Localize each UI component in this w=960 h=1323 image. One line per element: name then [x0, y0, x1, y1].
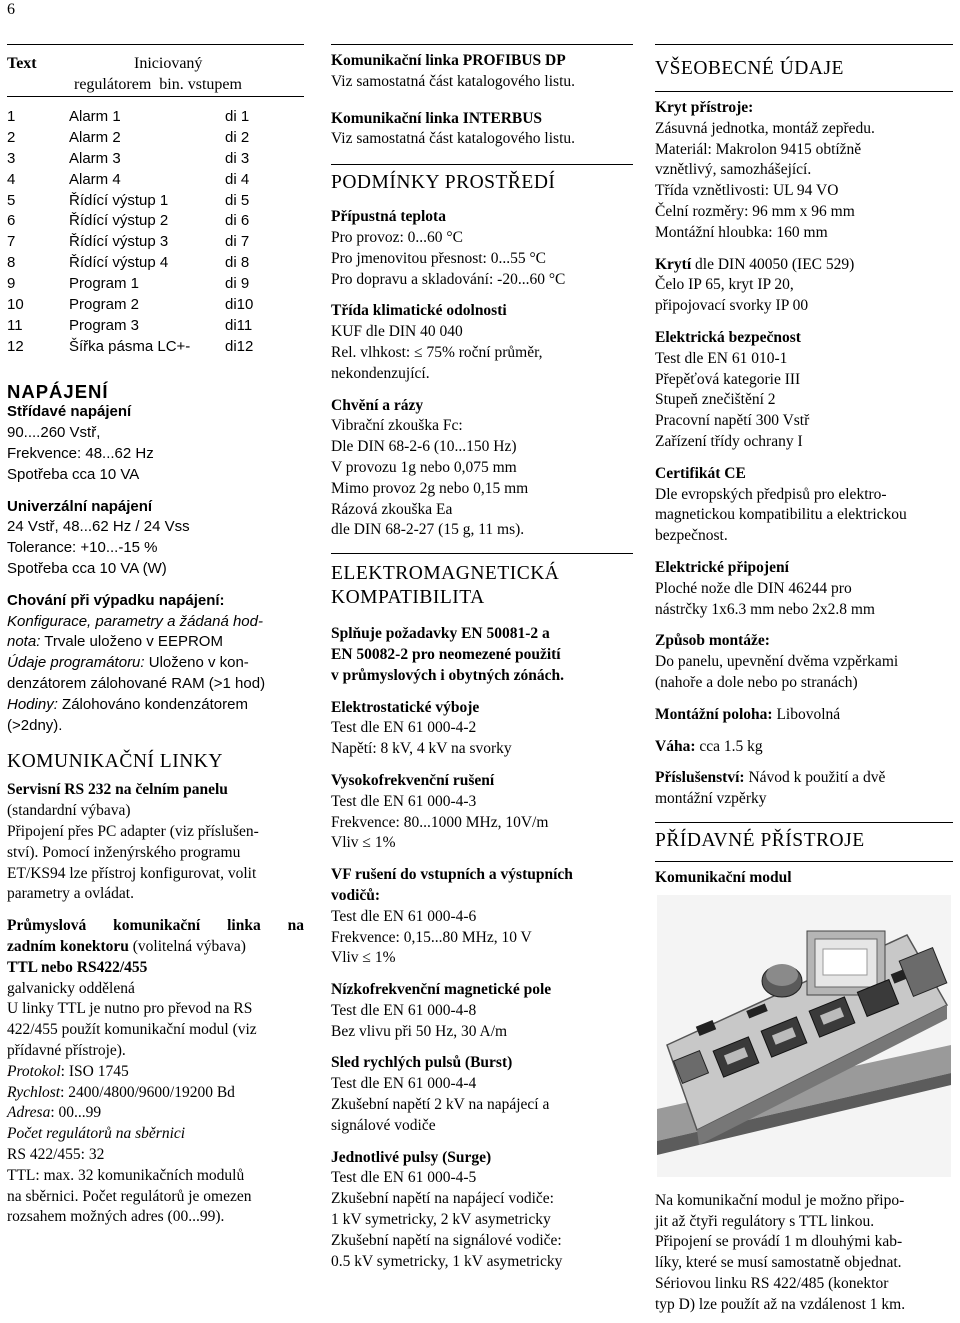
section-title-emc-2: KOMPATIBILITA: [331, 587, 485, 609]
text-line: EN 50082-2 pro neomezené použití: [331, 645, 561, 663]
surge-lines: [331, 1168, 633, 1272]
temp-title: Přípustná teplota: [331, 208, 446, 226]
ac-supply-title: Střídavé napájení: [7, 403, 132, 421]
temp-lines: [331, 228, 633, 290]
config-label: Konfigurace, parametry a žádaná hod-: [7, 612, 263, 630]
text-line: Test dle EN 61 000-4-8: [331, 1001, 477, 1019]
address-value: : 00...99: [50, 1104, 102, 1122]
row-text: Program 2: [69, 296, 140, 314]
clock-line: [7, 695, 304, 716]
communication-module-image: [657, 895, 951, 1177]
row-text: Alarm 3: [69, 149, 121, 167]
text-line: dle DIN 68-2-27 (15 g, 11 ms).: [331, 521, 525, 539]
signal-table-header: [7, 50, 304, 96]
row-input: di12: [225, 337, 254, 355]
text-line: Připojení se provádí 1 m dlouhými kab-: [655, 1233, 903, 1251]
protocol-line: [7, 1062, 304, 1083]
table-row: [7, 295, 285, 316]
table-row: [7, 128, 285, 149]
table-row: [7, 274, 285, 295]
text-line: Třída vznětlivosti: UL 94 VO: [655, 182, 839, 200]
text-line: Frekvence: 80...1000 MHz, 10V/m: [331, 813, 549, 831]
section-title-extra: PŘÍDAVNÉ PŘÍSTROJE: [655, 829, 865, 851]
text-line: 24 Vstř, 48...62 Hz / 24 Vss: [7, 518, 190, 536]
esd-lines: [331, 718, 633, 760]
divider: [331, 44, 633, 45]
accessories-line: [655, 768, 953, 789]
row-input: di 3: [225, 149, 250, 167]
case-lines: [655, 119, 953, 244]
safety-lines: [655, 349, 953, 453]
ce-lines: [655, 485, 953, 547]
text-line: Ploché nože dle DIN 46244 pro: [655, 579, 852, 597]
rf-lines: [331, 792, 633, 854]
text-line: Test dle EN 61 000-4-5: [331, 1169, 477, 1187]
prog-line-2: denzátorem zálohované RAM (>1 hod): [7, 675, 266, 693]
prog-value: Uloženo v kon-: [144, 654, 249, 672]
industrial-title-1: Průmyslová komunikační linka na: [7, 917, 304, 935]
communication-module-photo: [657, 895, 951, 1177]
power-failure-title: Chování při výpadku napájení:: [7, 591, 225, 609]
row-number: 6: [7, 212, 16, 230]
text-line: TTL: max. 32 komunikačních modulů: [7, 1166, 245, 1184]
text-line: Vliv ≤ 1%: [331, 834, 396, 852]
row-text: Alarm 1: [69, 108, 121, 125]
text-line: Splňuje požadavky EN 50081-2 a: [331, 625, 550, 643]
napajeni-block: [7, 402, 304, 736]
text-line: Pracovní napětí 300 Vstř: [655, 412, 810, 430]
table-header-initiated-2: regulátorem bin. vstupem: [74, 76, 242, 93]
speed-label: Rychlost: [7, 1083, 61, 1101]
text-line: Čelo IP 65, kryt IP 20,: [655, 276, 794, 294]
row-text: Alarm 4: [69, 170, 121, 188]
text-line: 0.5 kV symetricky, 1 kV asymetricky: [331, 1252, 563, 1270]
divider: [7, 96, 304, 97]
ip-lines: [655, 275, 953, 317]
text-line: Připojení přes PC adapter (viz příslušen-: [7, 823, 259, 841]
divider: [655, 44, 953, 45]
text-line: 90....260 Vstř,: [7, 424, 101, 442]
accessories-label: Příslušenství:: [655, 769, 745, 787]
text-line: ství). Pomocí inženýrského programu: [7, 843, 241, 861]
row-number: 12: [7, 337, 24, 355]
count-label: Počet regulátorů na sběrnici: [7, 1125, 186, 1143]
row-input: di 1: [225, 108, 250, 125]
text-line: připojovací svorky IP 00: [655, 297, 809, 315]
divider: [655, 861, 953, 862]
industrial-title-2b: (volitelná výbava): [128, 938, 246, 956]
row-text: Řídící výstup 3: [69, 233, 169, 251]
text-line: Čelní rozměry: 96 mm x 96 mm: [655, 202, 855, 220]
text-line: Na komunikační modul je možno připo-: [655, 1191, 905, 1209]
text-line: líky, které se musí samostatně objednat.: [655, 1254, 902, 1272]
config-value: Trvale uloženo v EEPROM: [40, 633, 223, 651]
count-lines: [7, 1145, 304, 1228]
text-line: Zásuvná jednotka, montáž zepředu.: [655, 119, 875, 137]
row-number: 10: [7, 296, 24, 314]
text-line: Materiál: Makrolon 9415 obtížně: [655, 140, 862, 158]
divider: [331, 164, 633, 165]
divider: [655, 91, 953, 92]
row-input: di 6: [225, 212, 250, 230]
accessories-value: Návod k použití a dvě: [744, 769, 886, 787]
vibration-lines: [331, 416, 633, 541]
text-line: Pro jmenovitou přesnost: 0...55 °C: [331, 249, 547, 267]
address-line: [7, 1103, 304, 1124]
clock-label: Hodiny:: [7, 695, 58, 713]
industrial-title-3: TTL nebo RS422/455: [7, 958, 148, 976]
text-line: Frekvence: 0,15...80 MHz, 10 V: [331, 928, 532, 946]
row-input: di 4: [225, 170, 250, 188]
emc-requirements: [331, 624, 633, 686]
position-label: Montážní poloha:: [655, 705, 773, 723]
table-row: [7, 191, 285, 212]
text-line: Test dle EN 61 000-4-6: [331, 907, 477, 925]
table-row: [7, 253, 285, 274]
esd-title: Elektrostatické výboje: [331, 698, 480, 716]
row-input: di 5: [225, 191, 250, 209]
vf-title-1: VF rušení do vstupních a výstupních: [331, 866, 573, 884]
position-line: [655, 705, 953, 726]
row-number: 11: [7, 316, 23, 334]
accessories-line-2: montážní vzpěrky: [655, 790, 767, 808]
row-text: Alarm 2: [69, 128, 121, 146]
row-number: 2: [7, 128, 16, 146]
text-line: bezpečnost.: [655, 527, 728, 545]
text-line: v průmyslových i obytných zónách.: [331, 666, 564, 684]
text-line: nekondenzující.: [331, 364, 430, 382]
rs232-title: Servisní RS 232 na čelním panelu: [7, 781, 228, 799]
text-line: RS 422/455: 32: [7, 1145, 105, 1163]
text-line: magnetickou kompatibilitu a elektrickou: [655, 506, 907, 524]
row-text: Šířka pásma LC+-: [69, 337, 191, 355]
ip-value: dle DIN 40050 (IEC 529): [691, 255, 855, 273]
safety-title: Elektrická bezpečnost: [655, 328, 801, 346]
row-number: 7: [7, 233, 16, 251]
signal-table: [7, 107, 285, 358]
text-line: Rel. vlhkost: ≤ 75% roční průměr,: [331, 343, 543, 361]
address-label: Adresa: [7, 1104, 51, 1122]
text-line: Spotřeba cca 10 VA: [7, 465, 140, 483]
row-text: Řídící výstup 4: [69, 254, 169, 272]
ce-title: Certifikát CE: [655, 464, 746, 482]
text-line: Test dle EN 61 000-4-2: [331, 719, 477, 737]
protocol-value: : ISO 1745: [60, 1062, 129, 1080]
text-line: Zkušební napětí na signálové vodiče:: [331, 1231, 562, 1249]
protocol-label: Protokol: [7, 1062, 61, 1080]
text-line: typ D) lze použít až na vzdálenost 1 km.: [655, 1295, 906, 1313]
ip-label: Krytí: [655, 255, 692, 273]
table-row: [7, 232, 285, 253]
text-line: rozsahem možných adres (00...99).: [7, 1208, 225, 1226]
text-line: Bez vlivu při 50 Hz, 30 A/m: [331, 1022, 508, 1040]
burst-lines: [331, 1074, 633, 1136]
text-line: Přepěťová kategorie III: [655, 370, 801, 388]
lf-title: Nízkofrekvenční magnetické pole: [331, 981, 552, 999]
column-left: [7, 44, 304, 1228]
universal-supply-title: Univerzální napájení: [7, 497, 153, 515]
clock-value: Zálohováno kondenzátorem: [57, 695, 248, 713]
rf-title: Vysokofrekvenční rušení: [331, 771, 495, 789]
speed-value: : 2400/4800/9600/19200 Bd: [60, 1083, 235, 1101]
prog-label: Údaje programátoru:: [7, 654, 145, 672]
text-line: U linky TTL je nutno pro převod na RS: [7, 1000, 253, 1018]
text-line: přídavné přístroje).: [7, 1042, 126, 1059]
table-row: [7, 170, 285, 191]
config-label-2: nota:: [7, 633, 41, 651]
prog-line: [7, 653, 304, 674]
vf-title-2: vodičů:: [331, 886, 381, 904]
table-row: [7, 107, 285, 128]
profibus-text: Viz samostatná část katalogového listu.: [331, 72, 575, 90]
text-line: vznětlivý, samozhášející.: [655, 161, 812, 179]
vibration-title: Chvění a rázy: [331, 396, 424, 414]
text-line: Napětí: 8 kV, 4 kV na svorky: [331, 740, 512, 758]
text-line: (standardní výbava): [7, 802, 131, 820]
table-row: [7, 211, 285, 232]
text-line: Spotřeba cca 10 VA (W): [7, 560, 167, 578]
universal-supply-lines: [7, 517, 304, 579]
industrial-title-2: [7, 937, 304, 958]
text-line: ET/KS94 lze přístroj konfigurovat, volit: [7, 864, 257, 882]
config-line-2: [7, 632, 304, 653]
text-line: Stupeň znečištění 2: [655, 391, 776, 409]
climate-lines: [331, 322, 633, 384]
vf-lines: [331, 907, 633, 969]
text-line: galvanicky oddělená: [7, 979, 135, 997]
column-right: [655, 44, 953, 1315]
divider: [7, 44, 304, 45]
text-line: Zkušební napětí na napájecí vodiče:: [331, 1190, 554, 1208]
row-input: di 7: [225, 233, 250, 251]
row-input: di 2: [225, 128, 250, 146]
connection-lines: [655, 579, 953, 621]
text-line: parametry a ovládat.: [7, 885, 134, 903]
text-line: 1 kV symetricky, 2 kV asymetricky: [331, 1211, 551, 1229]
profibus-title: Komunikační linka PROFIBUS DP: [331, 52, 566, 69]
divider: [655, 822, 953, 823]
table-header-text: Text: [7, 55, 37, 72]
text-line: 422/455 použít komunikační modul (viz: [7, 1021, 257, 1039]
case-title: Kryt přístroje:: [655, 99, 754, 116]
table-row: [7, 316, 285, 337]
section-title-napajeni: NAPÁJENÍ: [7, 380, 109, 402]
row-input: di 8: [225, 254, 250, 272]
text-line: Zkušební napětí 2 kV na napájecí a: [331, 1096, 550, 1114]
text-line: Mimo provoz 2g nebo 0,15 mm: [331, 479, 529, 497]
text-line: Dle evropských předpisů pro elektro-: [655, 485, 887, 503]
surge-title: Jednotlivé pulsy (Surge): [331, 1148, 492, 1166]
row-input: di10: [225, 296, 254, 314]
text-line: V provozu 1g nebo 0,075 mm: [331, 458, 517, 476]
text-line: Dle DIN 68-2-6 (10...150 Hz): [331, 438, 517, 456]
weight-value: cca 1.5 kg: [695, 737, 763, 755]
text-line: KUF dle DIN 40 040: [331, 323, 463, 341]
row-number: 9: [7, 275, 16, 293]
section-title-prostredi: PODMÍNKY PROSTŘEDÍ: [331, 172, 556, 194]
speed-line: [7, 1083, 304, 1104]
mount-title: Způsob montáže:: [655, 632, 770, 650]
text-line: Tolerance: +10...-15 %: [7, 539, 158, 557]
ip-line: [655, 255, 953, 276]
interbus-text: Viz samostatná část katalogového listu.: [331, 130, 575, 148]
row-text: Program 1: [69, 275, 140, 293]
text-line: Sériovou linku RS 422/485 (konektor: [655, 1274, 889, 1292]
row-number: 1: [7, 108, 16, 125]
text-line: (nahoře a dole nebo po stranách): [655, 673, 858, 691]
table-row: [7, 337, 285, 358]
row-input: di 9: [225, 275, 250, 293]
row-number: 3: [7, 149, 16, 167]
industrial-title-2a: zadním konektoru: [7, 938, 129, 956]
table-header-initiated-1: Iniciovaný: [134, 55, 203, 72]
module-lines: [655, 1191, 953, 1316]
section-title-emc-1: ELEKTROMAGNETICKÁ: [331, 563, 560, 585]
config-line: [7, 612, 304, 633]
row-text: Řídící výstup 2: [69, 212, 169, 230]
text-line: Zařízení třídy ochrany I: [655, 432, 803, 450]
clock-line-2: (>2dny).: [7, 716, 63, 734]
mount-lines: [655, 652, 953, 694]
table-row: [7, 149, 285, 170]
text-line: Test dle EN 61 010-1: [655, 349, 788, 367]
row-input: di11: [225, 316, 253, 334]
interbus-title: Komunikační linka INTERBUS: [331, 109, 543, 127]
text-line: Do panelu, upevnění dvěma vzpěrkami: [655, 653, 899, 671]
climate-title: Třída klimatické odolnosti: [331, 302, 507, 320]
row-text: Program 3: [69, 316, 140, 334]
industrial-lines: [7, 979, 304, 1062]
position-value: Libovolná: [772, 705, 841, 723]
text-line: Test dle EN 61 000-4-3: [331, 792, 477, 810]
text-line: Rázová zkouška Ea: [331, 500, 453, 518]
text-line: Montážní hloubka: 160 mm: [655, 223, 828, 241]
text-line: Pro dopravu a skladování: -20...60 °C: [331, 270, 566, 288]
connection-title: Elektrické připojení: [655, 558, 789, 576]
text-line: na sběrnici. Počet regulátorů je omezen: [7, 1187, 252, 1205]
section-title-komunikacni: KOMUNIKAČNÍ LINKY: [7, 751, 223, 773]
row-number: 5: [7, 191, 16, 209]
text-line: Vibrační zkouška Fc:: [331, 417, 463, 435]
page-number: 6: [7, 1, 15, 18]
row-number: 8: [7, 254, 16, 272]
text-line: Pro provoz: 0...60 °C: [331, 228, 463, 246]
column-middle: [331, 44, 633, 1272]
text-line: signálové vodiče: [331, 1116, 436, 1134]
text-line: Test dle EN 61 000-4-4: [331, 1075, 477, 1093]
weight-label: Váha:: [655, 737, 696, 755]
text-line: Frekvence: 48...62 Hz: [7, 445, 154, 463]
ac-supply-lines: [7, 423, 304, 485]
lf-lines: [331, 1001, 633, 1043]
rs232-lines: [7, 801, 304, 905]
text-line: jit až čtyři regulátory s TTL linkou.: [655, 1212, 875, 1230]
text-line: Vliv ≤ 1%: [331, 949, 396, 967]
section-title-general: VŠEOBECNÉ ÚDAJE: [655, 58, 844, 79]
module-title: Komunikační modul: [655, 868, 792, 886]
text-line: nástrčky 1x6.3 mm nebo 2x2.8 mm: [655, 600, 875, 618]
burst-title: Sled rychlých pulsů (Burst): [331, 1054, 513, 1072]
weight-line: [655, 737, 953, 758]
row-number: 4: [7, 170, 16, 188]
divider: [331, 553, 633, 554]
row-text: Řídící výstup 1: [69, 191, 169, 209]
